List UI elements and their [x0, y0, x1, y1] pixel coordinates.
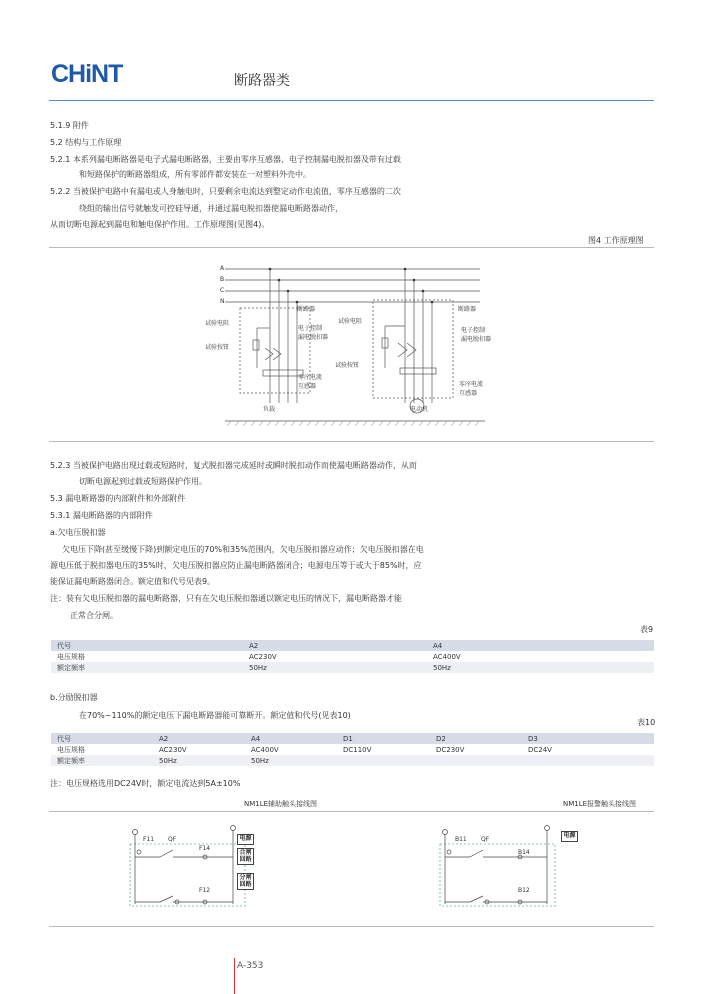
left-ct-label-1: 零序电流: [298, 374, 323, 381]
table10-header-cell: D2: [430, 733, 522, 744]
aux-right-qf: QF: [481, 836, 490, 843]
table10-cell: 电压规格: [57, 745, 85, 754]
para-a: a.欠电压脱扣器: [50, 528, 106, 537]
table10-cell: DC24V: [528, 745, 552, 754]
right-test-resistor-label: 试验电阻: [338, 318, 363, 325]
table9-cell: 50Hz: [427, 662, 654, 673]
phase-a-label: A: [220, 265, 225, 272]
fig4-bottom-rule: [49, 441, 654, 442]
phase-c-label: C: [220, 287, 225, 294]
page-number: A-353: [237, 961, 264, 971]
table-row: [51, 662, 654, 673]
table9-cell: AC230V: [249, 652, 277, 661]
para-5-2-3-line1: 5.2.3 当被保护电路出现过载或短路时，复式脱扣器完成延时或瞬时脱扣动作而使漏电断路器动作，从而: [50, 461, 417, 470]
table9-cell: 电压规格: [57, 652, 85, 661]
fig4-caption: 图4 工作原理图: [588, 236, 644, 245]
aux-right-power-box: 电源: [561, 831, 578, 842]
table10-header-cell: A2: [153, 733, 245, 744]
section-title: 断路器类: [234, 73, 290, 89]
table10-header-cell: A4: [245, 733, 337, 744]
aux-bottom-rule: [49, 926, 654, 927]
aux-left-close-label-2: 回路: [239, 856, 252, 863]
aux-right-b14: B14: [518, 849, 530, 856]
table10-cell: AC230V: [159, 745, 187, 754]
aux-left-f11: F11: [143, 836, 155, 843]
table10: [51, 733, 654, 766]
aux-left-title: NM1LE辅助触头接线图: [244, 800, 318, 808]
left-trip-unit-label-2: 漏电脱扣器: [298, 334, 329, 341]
para-5-3: 5.3 漏电断路器的内部附件和外部附件: [50, 494, 186, 503]
para-5-2-3-line2: 切断电源起到过载或短路保护作用。: [79, 477, 207, 486]
table10-header-cell: 代号: [51, 733, 153, 744]
table10-header-cell: D3: [522, 733, 654, 744]
aux-top-rule: [49, 811, 654, 812]
right-ct-label-1: 零序电流: [459, 381, 484, 388]
table-row: [51, 755, 654, 766]
para-uvt-line1: 欠电压下降(甚至缓慢下降)到额定电压的70%和35%范围内，欠电压脱扣器应动作；欠电压脱扣器在电: [62, 545, 424, 554]
aux-left-qf: QF: [168, 836, 177, 843]
para-5-2: 5.2 结构与工作原理: [50, 138, 122, 147]
aux-right-b11: B11: [455, 836, 467, 843]
left-test-button-label: 试验按钮: [205, 344, 230, 351]
aux-right-title: NM1LE报警触头接线图: [563, 800, 637, 808]
left-trip-unit-label-1: 电子控制: [298, 325, 323, 332]
table10-cell: [430, 755, 522, 766]
left-breaker-label: 断路器: [297, 306, 316, 313]
table9-cell: AC400V: [433, 652, 461, 661]
table10-cell: 50Hz: [245, 755, 337, 766]
note-dc24v: 注：电压规格选用DC24V时，额定电流达到5A±10%: [50, 779, 241, 788]
left-ct-label-2: 互感器: [298, 383, 317, 390]
fig4-diagram: [195, 258, 495, 428]
table10-caption: 表10: [637, 718, 656, 727]
para-5-1-9: 5.1.9 附件: [50, 121, 89, 130]
para-5-3-1: 5.3.1 漏电断路器的内部附件: [50, 511, 153, 520]
note-uvt-line1: 注：装有欠电压脱扣器的漏电断路器，只有在欠电压脱扣器通以额定电压的情况下，漏电断路器才能: [50, 594, 402, 603]
para-5-2-1-line2: 和短路保护的断路器组成，所有零部件都安装在一对塑料外壳中。: [79, 170, 311, 179]
load-label: 负载: [263, 406, 276, 413]
header-rule: [49, 100, 654, 101]
motor-label: 电动机: [410, 406, 429, 413]
aux-left-open-box: [237, 873, 254, 890]
aux-left-f12: F12: [199, 887, 211, 894]
table10-cell: [337, 755, 430, 766]
chint-logo: CHiNT: [51, 60, 123, 88]
table10-header-row: [51, 733, 654, 744]
right-trip-unit-label-2: 漏电脱扣器: [461, 336, 492, 343]
para-b: b.分励脱扣器: [50, 693, 98, 702]
left-test-resistor-label: 试验电阻: [205, 320, 230, 327]
table10-cell: 50Hz: [153, 755, 245, 766]
aux-left-close-box: [237, 848, 254, 865]
table9-caption: 表9: [640, 625, 654, 634]
table10-cell: DC110V: [343, 745, 372, 754]
note-uvt-line2: 正常合分闸。: [70, 611, 118, 620]
table10-cell: 额定频率: [51, 755, 153, 766]
aux-left-f14: F14: [199, 845, 211, 852]
right-ct-label-2: 互感器: [459, 390, 478, 397]
para-uvt-line3: 能保证漏电断路器闭合。额定值和代号见表9。: [50, 577, 216, 586]
table9-header-cell: A2: [243, 640, 427, 651]
para-uvt-line2: 源电压低于脱扣器电压的35%时，欠电压脱扣器应防止漏电断路器闭合；电源电压等于或大于85%时，应: [50, 561, 422, 570]
page-number-bar: [234, 958, 235, 994]
aux-left-power-box: 电源: [237, 834, 254, 845]
table10-cell: [522, 755, 654, 766]
right-trip-unit-label-1: 电子控制: [461, 327, 486, 334]
fig4-top-rule: [49, 247, 654, 248]
table9-cell: 额定频率: [51, 662, 243, 673]
para-5-2-2-line1: 5.2.2 当被保护电路中有漏电或人身触电时，只要剩余电流达到整定动作电流值，零序互感器的二次: [50, 187, 401, 196]
table10-header-cell: D1: [337, 733, 430, 744]
para-5-2-1-line1: 5.2.1 本系列漏电断路器是电子式漏电断路器，主要由零序互感器、电子控制漏电脱扣器及带有过载: [50, 155, 401, 164]
table10-cell: DC230V: [436, 745, 465, 754]
table9-header-cell: A4: [427, 640, 654, 651]
table9-header-row: [51, 640, 654, 651]
table10-cell: AC400V: [251, 745, 279, 754]
aux-right-b12: B12: [518, 887, 530, 894]
right-test-button-label: 试验按钮: [335, 362, 360, 369]
para-5-2-2-line3: 从而切断电源起到漏电和触电保护作用。工作原理图(见图4)。: [50, 220, 270, 229]
table9: [51, 640, 654, 673]
aux-left-open-label-1: 分闸: [239, 874, 252, 881]
table9-header-cell: 代号: [51, 640, 243, 651]
right-breaker-label: 断路器: [458, 306, 477, 313]
table9-cell: 50Hz: [243, 662, 427, 673]
aux-left-open-label-2: 回路: [239, 881, 252, 888]
phase-b-label: B: [220, 276, 225, 283]
table-row: [51, 651, 654, 662]
phase-n-label: N: [220, 298, 225, 305]
aux-left-close-label-1: 合闸: [239, 849, 252, 856]
para-shunt: 在70%~110%的额定电压下漏电断路器能可靠断开。额定值和代号(见表10): [79, 711, 351, 720]
para-5-2-2-line2: 绕组的输出信号就触发可控硅导通，并通过漏电脱扣器使漏电断路器动作，: [79, 204, 343, 213]
table-row: [51, 744, 654, 755]
